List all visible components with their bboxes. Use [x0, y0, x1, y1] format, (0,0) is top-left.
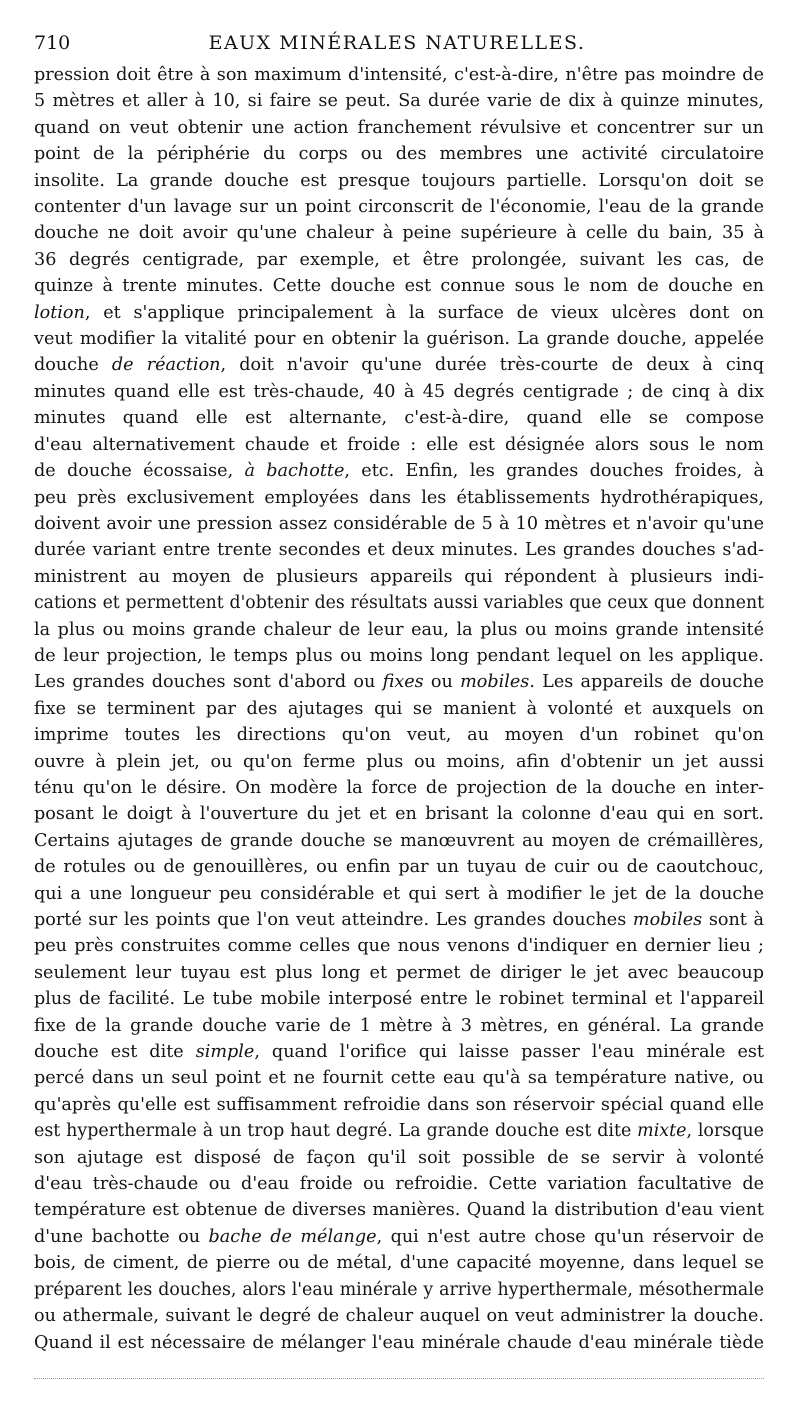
page-number: 710	[34, 32, 71, 54]
text-line: température est obtenue de diverses manières. Quand la distribution d'eau vient	[34, 1200, 764, 1221]
text-line: Quand il est nécessaire de mélanger l'eau minérale chaude d'eau minérale tiède	[34, 1332, 764, 1353]
text-line: fixe de la grande douche varie de 1 mètre à 3 mètres, en général. La grande	[34, 1015, 764, 1036]
italic-term: de réaction	[111, 355, 221, 376]
italic-term: mobiles	[460, 672, 530, 693]
text-line: point de la périphérie du corps ou des membres une activité circulatoire	[34, 144, 764, 165]
text-line: imprime toutes les directions qu'on veut, au moyen d'un robinet qu'on	[34, 725, 764, 746]
text-line: pression doit être à son maximum d'intensité, c'est-à-dire, n'être pas moindre de	[34, 65, 764, 85]
text-line: peu près construites comme celles que nous venons d'indiquer en dernier lieu ;	[34, 936, 764, 957]
text-line: insolite. La grande douche est presque toujours partielle. Lorsqu'on doit se	[34, 170, 764, 191]
italic-term: lotion	[34, 302, 85, 323]
text-line: quinze à trente minutes. Cette douche est connue sous le nom de douche en	[34, 276, 764, 297]
italic-term: simple	[195, 1042, 255, 1063]
text-line: minutes quand elle est alternante, c'est-à-dire, quand elle se compose	[34, 408, 764, 429]
text-line: d'eau alternativement chaude et froide : elle est désignée alors sous le nom	[34, 434, 764, 455]
running-title: EAUX MINÉRALES NATURELLES.	[208, 32, 586, 54]
text-line: est hyperthermale à un trop haut degré. La grande douche est dite mixte, lorsque	[34, 1121, 764, 1142]
text-line: quand on veut obtenir une action franchement révulsive et concentrer sur un	[34, 117, 764, 138]
text-line: d'une bachotte ou bache de mélange, qui n'est autre chose qu'un réservoir de	[34, 1226, 764, 1247]
italic-term: à bachotte	[244, 461, 345, 482]
text-line: ministrent au moyen de plusieurs appareils qui répondent à plusieurs indi-	[34, 566, 764, 587]
text-line: cations et permettent d'obtenir des résultats aussi variables que ceux que donnent	[34, 593, 764, 614]
page-header	[34, 30, 760, 56]
text-line: peu près exclusivement employées dans les établissements hydrothérapiques,	[34, 487, 764, 508]
text-line: doivent avoir une pression assez considérable de 5 à 10 mètres et n'avoir qu'une	[34, 513, 764, 534]
text-line: plus de facilité. Le tube mobile interposé entre le robinet terminal et l'appareil	[34, 989, 764, 1010]
text-line: qui a une longueur peu considérable et qui sert à modifier le jet de la douche	[34, 883, 764, 904]
text-line: 36 degrés centigrade, par exemple, et être prolongée, suivant les cas, de	[34, 249, 764, 270]
text-line: contenter d'un lavage sur un point circonscrit de l'économie, l'eau de la grande	[34, 197, 764, 218]
text-line: veut modifier la vitalité pour en obtenir la guérison. La grande douche, appelée	[34, 329, 764, 350]
text-line: posant le doigt à l'ouverture du jet et en brisant la colonne d'eau qui en sort.	[34, 804, 764, 825]
italic-term: fixes	[382, 672, 424, 693]
text-line: bois, de ciment, de pierre ou de métal, d'une capacité moyenne, dans lequel se	[34, 1253, 764, 1274]
text-line: ouvre à plein jet, ou qu'on ferme plus ou moins, afin d'obtenir un jet aussi	[34, 751, 764, 772]
text-line: d'eau très-chaude ou d'eau froide ou refroidie. Cette variation facultative de	[34, 1174, 764, 1195]
text-line: préparent les douches, alors l'eau minérale y arrive hyperthermale, mésothermale	[34, 1279, 764, 1300]
text-line: son ajutage est disposé de façon qu'il soit possible de se servir à volonté	[34, 1147, 764, 1168]
footer-dotted-rule	[34, 1378, 764, 1379]
text-line: seulement leur tuyau est plus long et permet de diriger le jet avec beaucoup	[34, 962, 764, 983]
text-line: minutes quand elle est très-chaude, 40 à 45 degrés centigrade ; de cinq à dix	[34, 381, 764, 402]
text-line: fixe se terminent par des ajutages qui se manient à volonté et auxquels on	[34, 698, 764, 719]
text-line: de douche écossaise, à bachotte, etc. Enfin, les grandes douches froides, à	[34, 461, 764, 482]
text-line: la plus ou moins grande chaleur de leur eau, la plus ou moins grande intensité	[34, 619, 764, 640]
text-line: ténu qu'on le désire. On modère la force de projection de la douche en inter-	[34, 777, 764, 798]
text-line: porté sur les points que l'on veut atteindre. Les grandes douches mobiles sont à	[34, 910, 765, 930]
text-line: durée variant entre trente secondes et deux minutes. Les grandes douches s'ad-	[34, 540, 764, 561]
text-line: Les grandes douches sont d'abord ou fixes ou mobiles. Les appareils de douche	[34, 672, 765, 693]
text-line: Certains ajutages de grande douche se manœuvrent au moyen de crémaillères,	[34, 830, 764, 851]
text-line: douche est dite simple, quand l'orifice qui laisse passer l'eau minérale est	[34, 1042, 764, 1063]
italic-term: bache de mélange	[208, 1226, 377, 1247]
text-line: lotion, et s'applique principalement à la surface de vieux ulcères dont on	[34, 302, 764, 323]
text-line: douche de réaction, doit n'avoir qu'une durée très-courte de deux à cinq	[34, 355, 764, 376]
body-text	[34, 62, 764, 1356]
italic-term: mobiles	[632, 910, 703, 930]
text-line: de leur projection, le temps plus ou moins long pendant lequel on les applique.	[34, 645, 764, 666]
text-line: 5 mètres et aller à 10, si faire se peut. Sa durée varie de dix à quinze minutes,	[34, 91, 764, 112]
text-line: percé dans un seul point et ne fournit cette eau qu'à sa température native, ou	[34, 1068, 764, 1089]
text-line: ou athermale, suivant le degré de chaleur auquel on veut administrer la douche.	[34, 1306, 764, 1327]
italic-term: mixte	[637, 1121, 687, 1142]
text-line: douche ne doit avoir qu'une chaleur à peine supérieure à celle du bain, 35 à	[34, 223, 764, 244]
text-line: de rotules ou de genouillères, ou enfin par un tuyau de cuir ou de caoutchouc,	[34, 857, 764, 878]
text-line: qu'après qu'elle est suffisamment refroidie dans son réservoir spécial quand elle	[34, 1094, 764, 1115]
